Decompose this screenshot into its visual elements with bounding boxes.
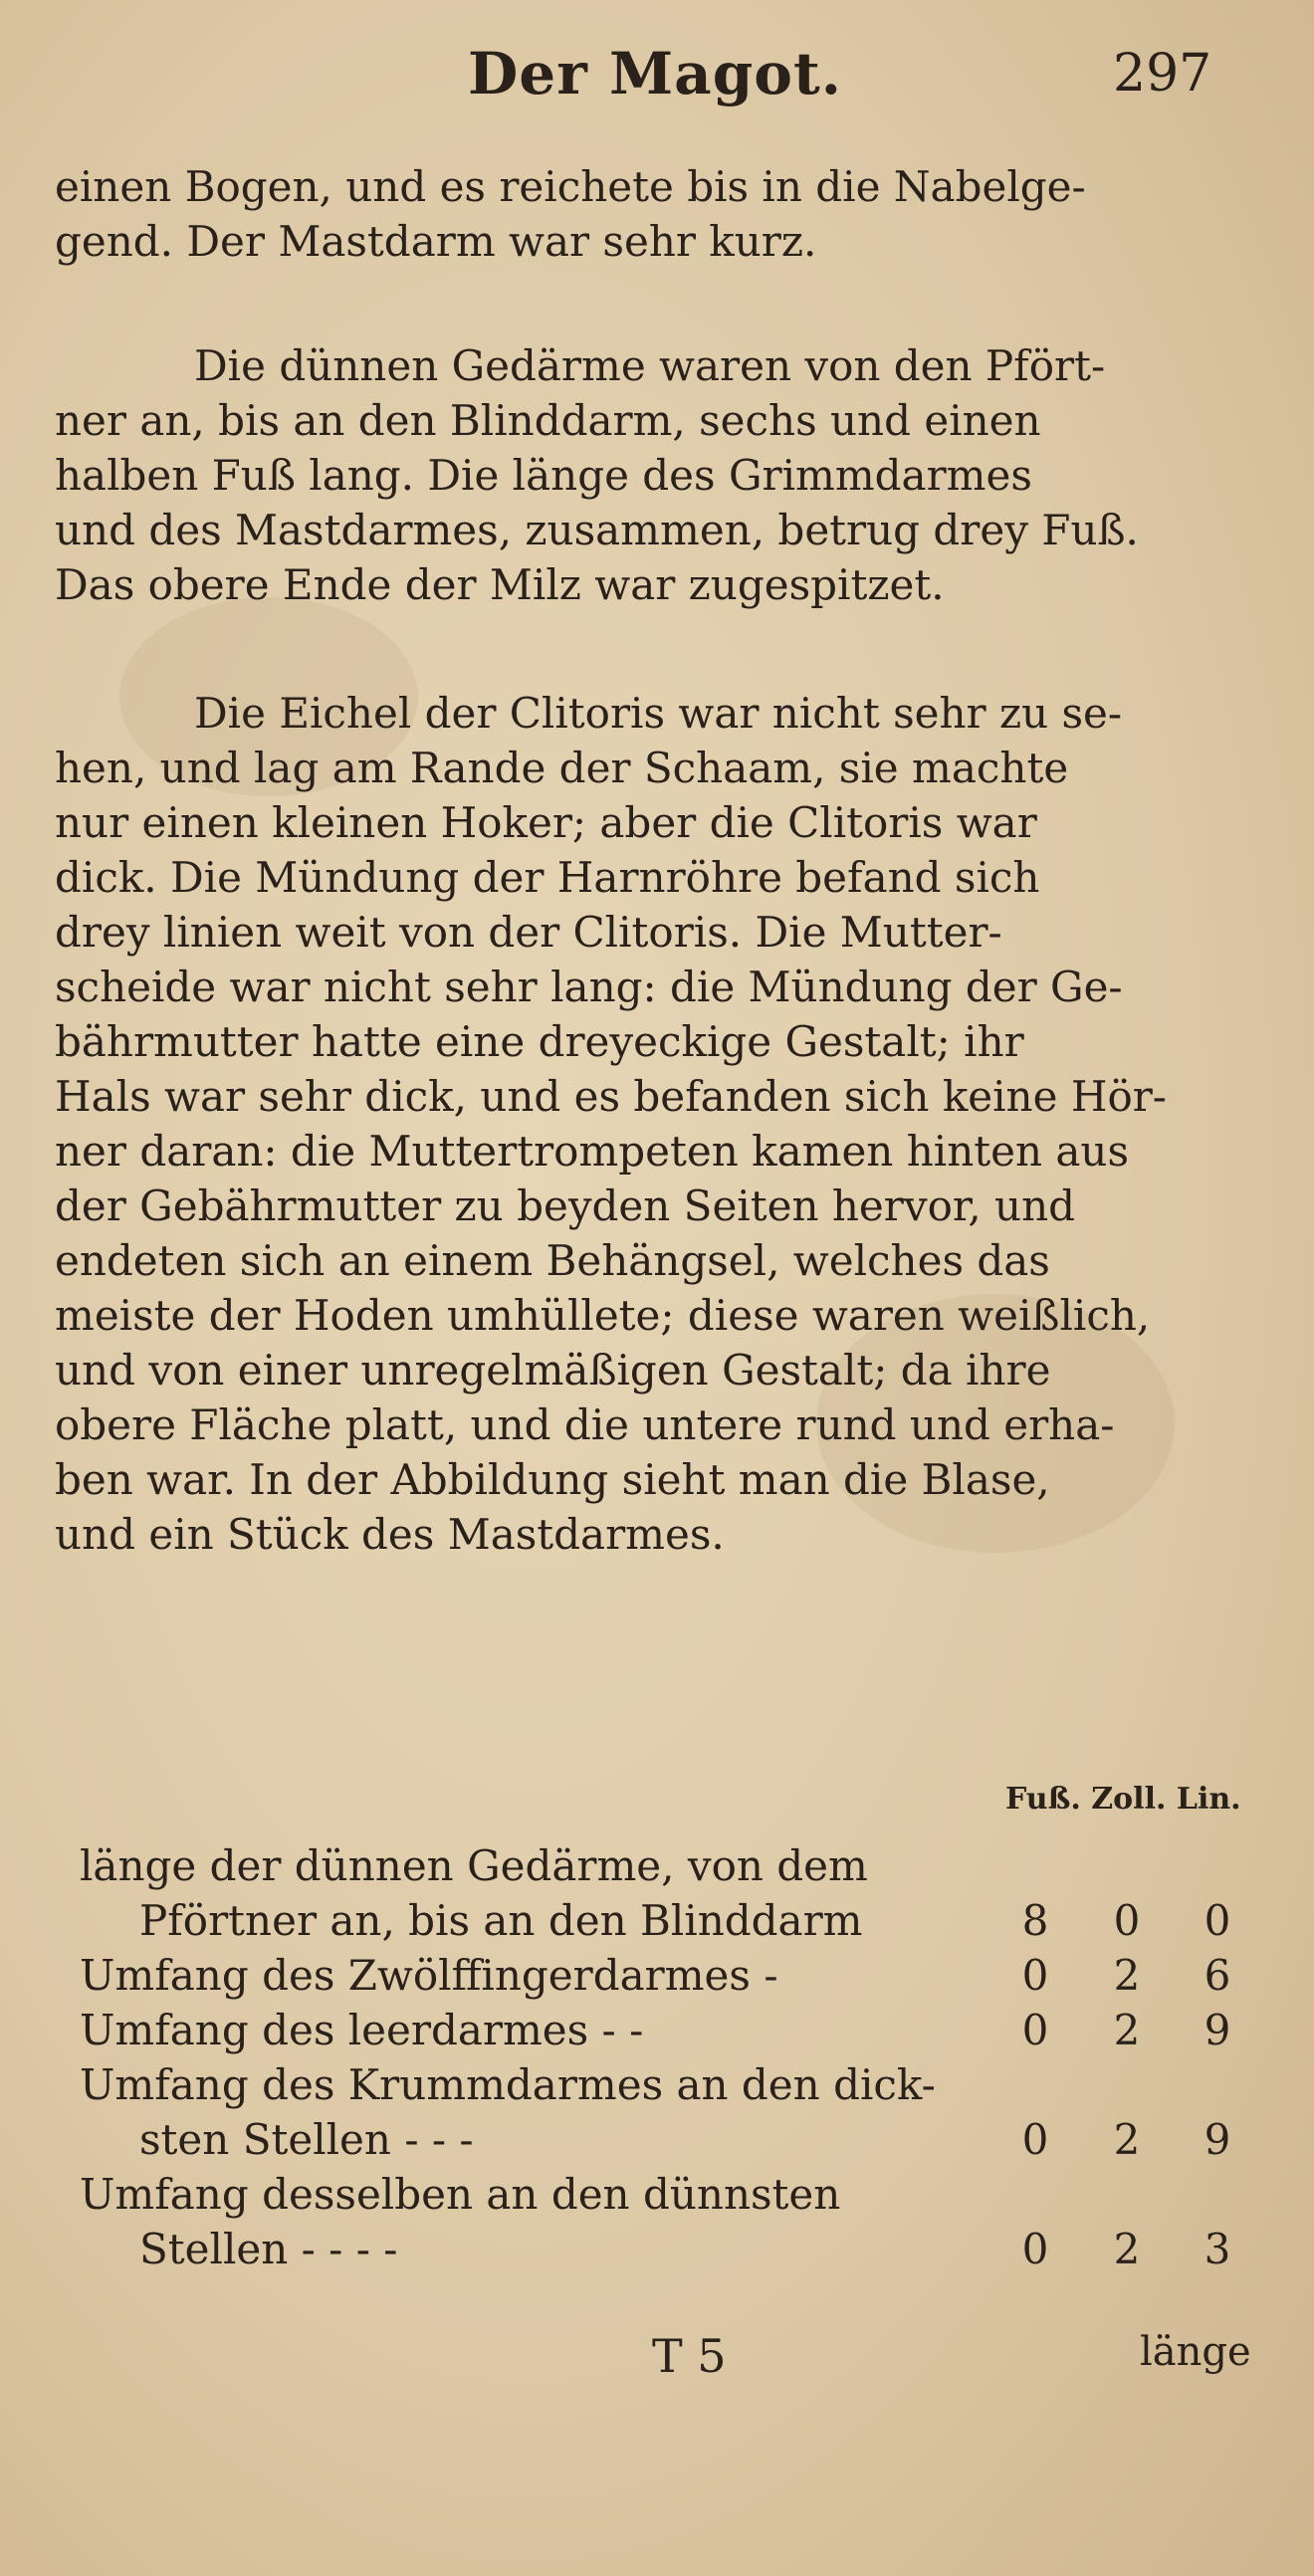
text-line: Hals war sehr dick, und es befanden sich keine Hör- [55,1072,1167,1121]
signature-mark: T 5 [652,2329,727,2383]
table-row [80,2170,1274,2225]
row-label: Umfang des leerdarmes - - [80,2006,644,2054]
paragraph [55,338,1259,612]
text-line: Das obere Ende der Milz war zugespitzet. [55,560,945,609]
table-row [80,2115,1274,2170]
value-lin: 6 [1204,1951,1231,2000]
value-fuss: 0 [1021,1951,1049,2000]
row-label: Umfang desselben an den dünnsten [80,2170,841,2219]
table-row [80,1896,1274,1951]
table-row [80,2225,1274,2279]
value-fuss: 0 [1021,2115,1049,2164]
table-row [80,2006,1274,2060]
page-footer [0,2329,1314,2429]
text-line: bährmutter hatte eine dreyeckige Gestalt; ihr [55,1017,1024,1066]
text-line: meiste der Hoden umhüllete; diese waren weißlich, [55,1291,1151,1340]
value-zoll: 2 [1113,2115,1141,2164]
row-label: Umfang des Zwölffingerdarmes - [80,1951,778,2000]
text-line: ner daran: die Muttertrompeten kamen hinten aus [55,1127,1130,1176]
table-row [80,1951,1274,2006]
text-line: und des Mastdarmes, zusammen, betrug drey Fuß. [55,506,1139,554]
text-line: nur einen kleinen Hoker; aber die Clitoris war [55,798,1037,847]
text-line: endeten sich an einem Behängsel, welches das [55,1236,1050,1285]
paragraph [55,686,1259,1562]
text-line: obere Fläche platt, und die untere rund und erha- [55,1400,1115,1449]
text-line: und ein Stück des Mastdarmes. [55,1510,725,1559]
value-lin: 9 [1204,2115,1231,2164]
value-lin: 0 [1204,1896,1231,1945]
text-line: Die Eichel der Clitoris war nicht sehr zu se- [194,689,1123,738]
column-header: Fuß. Zoll. Lin. [1005,1782,1241,1817]
text-line: drey linien weit von der Clitoris. Die Mutter- [55,908,1002,957]
value-lin: 9 [1204,2006,1231,2054]
row-label: länge der dünnen Gedärme, von dem [80,1841,868,1890]
text-line: dick. Die Mündung der Harnröhre befand sich [55,853,1040,902]
catchword: länge [1140,2329,1251,2375]
text-line: der Gebährmutter zu beyden Seiten hervor, und [55,1181,1076,1230]
text-line: Die dünnen Gedärme waren von den Pfört- [194,341,1106,390]
text-line: ben war. In der Abbildung sieht man die Blase, [55,1455,1050,1504]
table-row [80,2060,1274,2115]
value-fuss: 0 [1021,2225,1049,2273]
running-title: Der Magot. [468,40,842,107]
text-line: gend. Der Mastdarm war sehr kurz. [55,217,817,266]
text-line: und von einer unregelmäßigen Gestalt; da ihre [55,1346,1051,1395]
value-lin: 3 [1204,2225,1231,2273]
value-zoll: 2 [1113,1951,1141,2000]
body-text [55,159,1259,1631]
text-line: hen, und lag am Rande der Schaam, sie machte [55,744,1069,792]
value-fuss: 0 [1021,2006,1049,2054]
text-line: scheide war nicht sehr lang: die Mündung der Ge- [55,963,1123,1011]
row-label: Stellen - - - - [139,2225,398,2273]
page-number: 297 [1113,44,1212,104]
value-zoll: 2 [1113,2225,1141,2273]
value-zoll: 0 [1113,1896,1141,1945]
row-label: Pförtner an, bis an den Blinddarm [139,1896,863,1945]
text-line: einen Bogen, und es reichete bis in die Nabelge- [55,162,1086,211]
text-line: halben Fuß lang. Die länge des Grimmdarmes [55,451,1032,500]
page-header [0,40,1314,119]
table-row [80,1841,1274,1896]
value-zoll: 2 [1113,2006,1141,2054]
row-label: sten Stellen - - - [139,2115,474,2164]
paragraph [55,159,1259,269]
row-label: Umfang des Krummdarmes an den dick- [80,2060,936,2109]
value-fuss: 8 [1021,1896,1049,1945]
text-line: ner an, bis an den Blinddarm, sechs und einen [55,396,1041,445]
